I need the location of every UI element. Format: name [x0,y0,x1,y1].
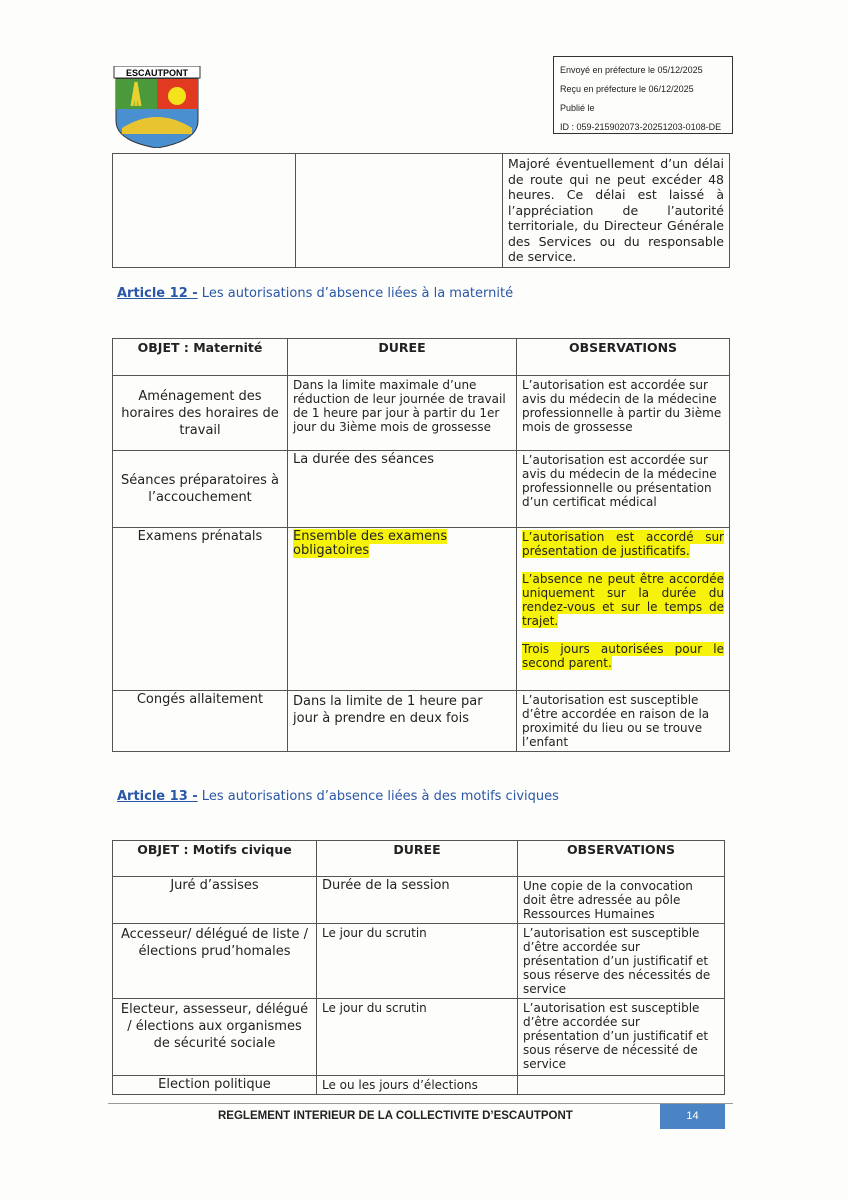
article-number: Article 13 - [117,789,198,804]
footer-divider [108,1103,733,1104]
table-cell: Durée de la session [317,877,518,924]
table-cell: Le ou les jours d’élections [317,1076,518,1095]
table-row [113,451,730,528]
stamp-published: Publié le [560,103,595,113]
table-cell: Juré d’assises [113,877,317,924]
column-header: DUREE [317,841,518,877]
column-header: OBJET : Maternité [113,339,288,376]
article-title: Les autorisations d’absence liées à des motifs civiques [197,789,559,804]
table-cell: Dans la limite maximale d’une réduction de leur journée de travail de 1 heure par jour à partir du 1er jour du 3ième mois de grossesse [288,376,517,451]
maternity-table [112,338,730,752]
table-cell: Dans la limite de 1 heure par jour à prendre en deux fois [288,691,517,752]
stamp-received: Reçu en préfecture le 06/12/2025 [560,84,694,94]
article-title: Les autorisations d’absence liées à la maternité [197,286,514,301]
table-cell: Congés allaitement [113,691,288,752]
article-12-heading [117,286,513,301]
stamp-id: ID : 059-215902073-20251203-0108-DE [560,122,722,132]
article-number: Article 12 - [117,286,198,301]
table-cell: L’autorisation est susceptible d’être accordée sur présentation d’un justificatif et sous réserve de nécessité de service [518,999,725,1076]
table-cell: Séances préparatoires à l’accouchement [113,451,288,528]
table-cell: Examens prénatals [113,528,288,691]
table-cell: L’autorisation est accordée sur avis du médecin de la médecine professionnelle à partir du 3ième mois de grossesse [517,376,730,451]
table-cell: Election politique [113,1076,317,1095]
table-row [113,877,725,924]
column-header: OBSERVATIONS [518,841,725,877]
escautpont-coat-of-arms-logo [112,66,202,148]
prefecture-stamp [553,56,733,134]
continued-table [112,153,730,268]
table-row [113,376,730,451]
table-row [113,1076,725,1095]
page-number: 14 [660,1104,725,1129]
table-cell: Le jour du scrutin [317,999,518,1076]
highlighted-text: L’autorisation est accordé sur présentation de justificatifs. [522,530,724,558]
column-header: DUREE [288,339,517,376]
civic-table [112,840,725,1095]
table-cell: Electeur, assesseur, délégué / élections aux organismes de sécurité sociale [113,999,317,1076]
table-cell: Accesseur/ délégué de liste / élections prud’homales [113,924,317,999]
svg-text:ESCAUTPONT: ESCAUTPONT [125,68,189,78]
table-row [113,691,730,752]
table-cell: Aménagement des horaires des horaires de travail [113,376,288,451]
column-header: OBJET : Motifs civique [113,841,317,877]
table-cell: Le jour du scrutin [317,924,518,999]
table-row [113,528,730,691]
table-cell: La durée des séances [288,451,517,528]
table-row [113,924,725,999]
highlighted-text: Trois jours autorisées pour le second parent. [522,642,724,670]
table-cell: Majoré éventuellement d’un délai de route qui ne peut excéder 48 heures. Ce délai est laissé à l’appréciation de l’autorité territoriale, du Directeur Générale des Services ou du responsable de service. [503,154,730,268]
highlighted-text: Ensemble des examens obligatoires [293,529,448,558]
article-13-heading [117,789,559,804]
table-cell: L’autorisation est accordée sur avis du médecin de la médecine professionnelle ou présentation d’un certificat médical [517,451,730,528]
table-cell: Une copie de la convocation doit être adressée au pôle Ressources Humaines [518,877,725,924]
column-header: OBSERVATIONS [517,339,730,376]
table-cell: L’autorisation est susceptible d’être accordée sur présentation d’un justificatif et sous réserve des nécessités de service [518,924,725,999]
stamp-sent: Envoyé en préfecture le 05/12/2025 [560,65,703,75]
table-cell [518,1076,725,1095]
highlighted-text: L’absence ne peut être accordée uniquement sur la durée du rendez-vous et sur le temps de trajet. [522,572,724,628]
table-row [113,999,725,1076]
table-cell: L’autorisation est susceptible d’être accordée en raison de la proximité du lieu ou se trouve l’enfant [517,691,730,752]
footer-title: REGLEMENT INTERIEUR DE LA COLLECTIVITE D’ESCAUTPONT [218,1110,573,1122]
